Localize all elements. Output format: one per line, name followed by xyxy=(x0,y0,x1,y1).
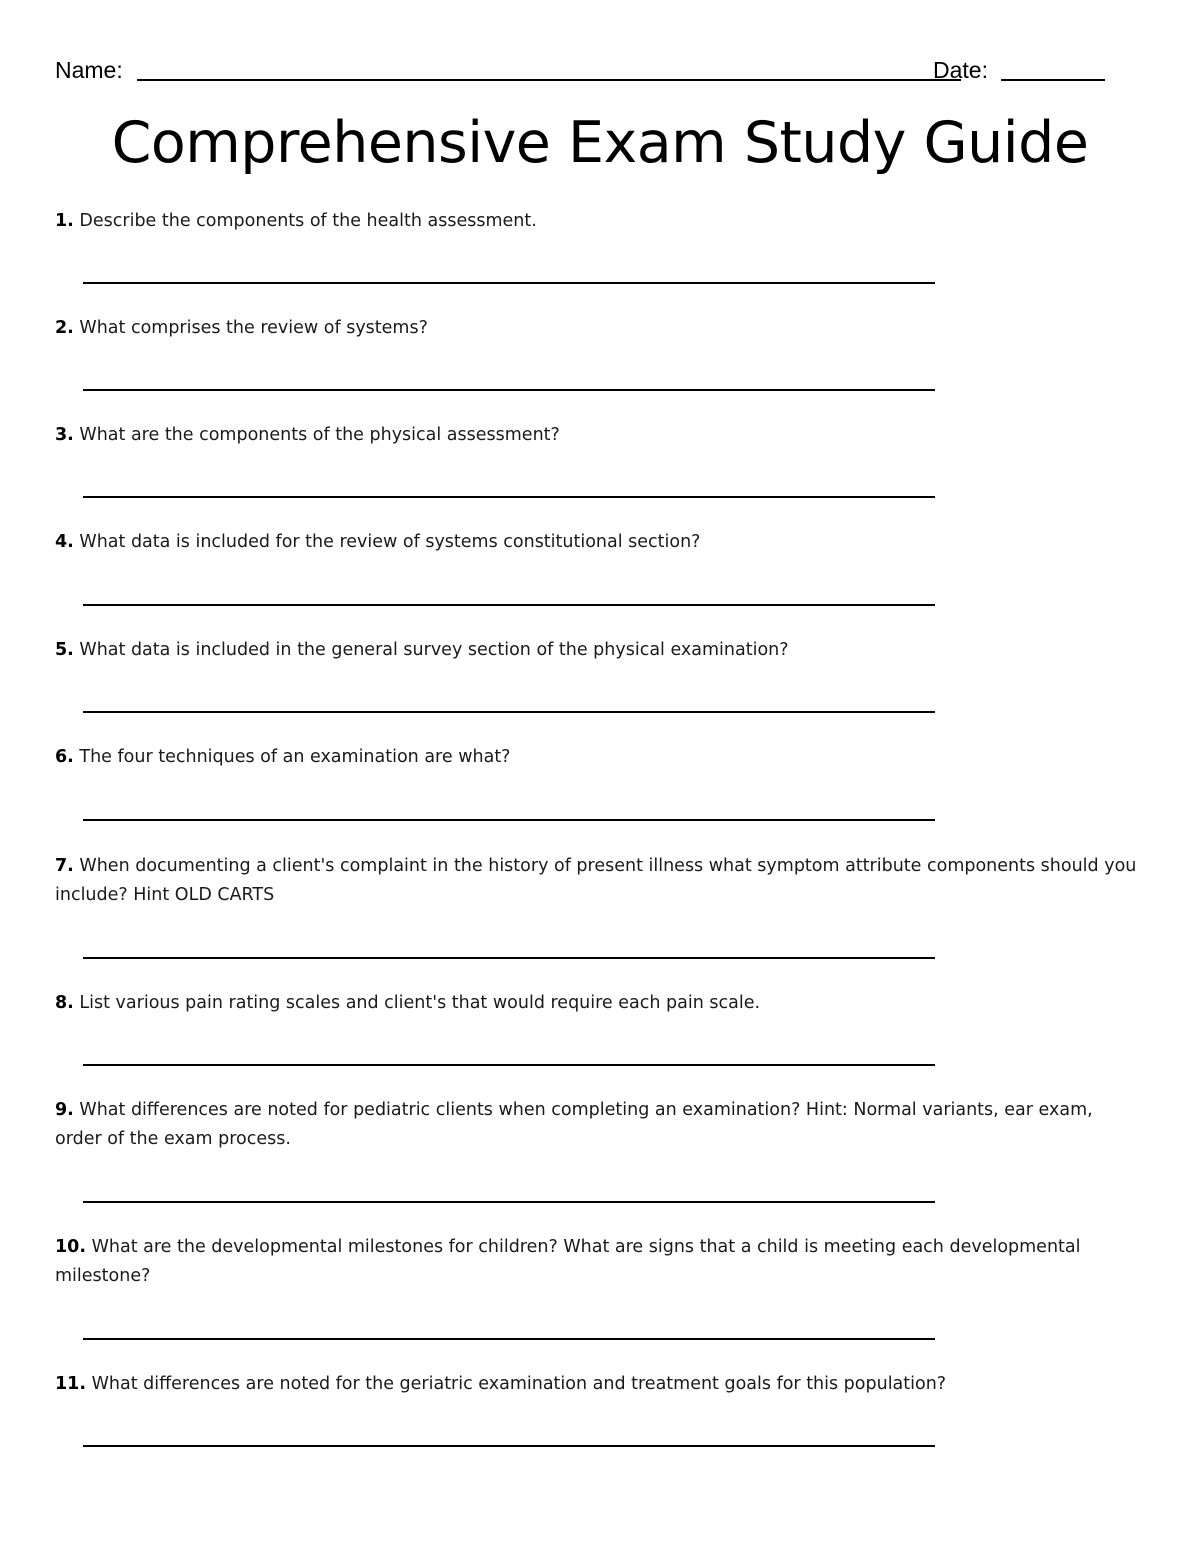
answer-line-9[interactable] xyxy=(83,1201,935,1203)
answer-line-3[interactable] xyxy=(83,496,935,498)
answer-line-11[interactable] xyxy=(83,1445,935,1447)
question-9 xyxy=(55,1096,1140,1154)
question-number: 10. xyxy=(55,1237,87,1257)
answer-line-1[interactable] xyxy=(83,282,935,284)
date-label: Date: xyxy=(933,57,988,83)
question-3 xyxy=(55,421,1140,450)
question-text: What differences are noted for the geriatric examination and treatment goals for this population? xyxy=(91,1374,947,1394)
question-7 xyxy=(55,852,1140,910)
answer-line-2[interactable] xyxy=(83,389,935,391)
question-number: 7. xyxy=(55,856,74,876)
question-5 xyxy=(55,636,1140,665)
question-8 xyxy=(55,989,1140,1018)
question-number: 6. xyxy=(55,747,74,767)
answer-line-4[interactable] xyxy=(83,604,935,606)
page-title: Comprehensive Exam Study Guide xyxy=(111,110,1089,176)
question-number: 3. xyxy=(55,425,74,445)
question-10 xyxy=(55,1233,1140,1291)
question-text: List various pain rating scales and client's that would require each pain scale. xyxy=(79,993,761,1013)
answer-line-10[interactable] xyxy=(83,1338,935,1340)
question-text: What data is included for the review of systems constitutional section? xyxy=(79,532,701,552)
answer-line-7[interactable] xyxy=(83,957,935,959)
question-text: What are the components of the physical assessment? xyxy=(79,425,560,445)
header-row xyxy=(55,54,1105,86)
answer-line-6[interactable] xyxy=(83,819,935,821)
question-text: What comprises the review of systems? xyxy=(79,318,428,338)
question-6 xyxy=(55,743,1140,772)
question-text: What are the developmental milestones for children? What are signs that a child is meeting each developmental milestone? xyxy=(55,1237,1081,1286)
date-field[interactable] xyxy=(1001,79,1105,81)
question-number: 2. xyxy=(55,318,74,338)
name-field[interactable] xyxy=(137,79,961,81)
answer-line-5[interactable] xyxy=(83,711,935,713)
question-2 xyxy=(55,314,1140,343)
question-text: What differences are noted for pediatric clients when completing an examination? Hint: Normal variants, ear exam, order of the exam process. xyxy=(55,1100,1093,1149)
question-number: 9. xyxy=(55,1100,74,1120)
question-text: Describe the components of the health assessment. xyxy=(79,211,537,231)
question-number: 1. xyxy=(55,211,74,231)
question-number: 11. xyxy=(55,1374,87,1394)
answer-line-8[interactable] xyxy=(83,1064,935,1066)
question-4 xyxy=(55,528,1140,557)
question-number: 4. xyxy=(55,532,74,552)
question-number: 5. xyxy=(55,640,74,660)
question-11 xyxy=(55,1370,1140,1399)
question-number: 8. xyxy=(55,993,74,1013)
question-1 xyxy=(55,207,1140,236)
question-text: The four techniques of an examination are what? xyxy=(79,747,511,767)
name-label: Name: xyxy=(55,57,123,83)
question-text: What data is included in the general survey section of the physical examination? xyxy=(79,640,789,660)
question-text: When documenting a client's complaint in the history of present illness what symptom attribute components should you include? Hint OLD CARTS xyxy=(55,856,1137,905)
